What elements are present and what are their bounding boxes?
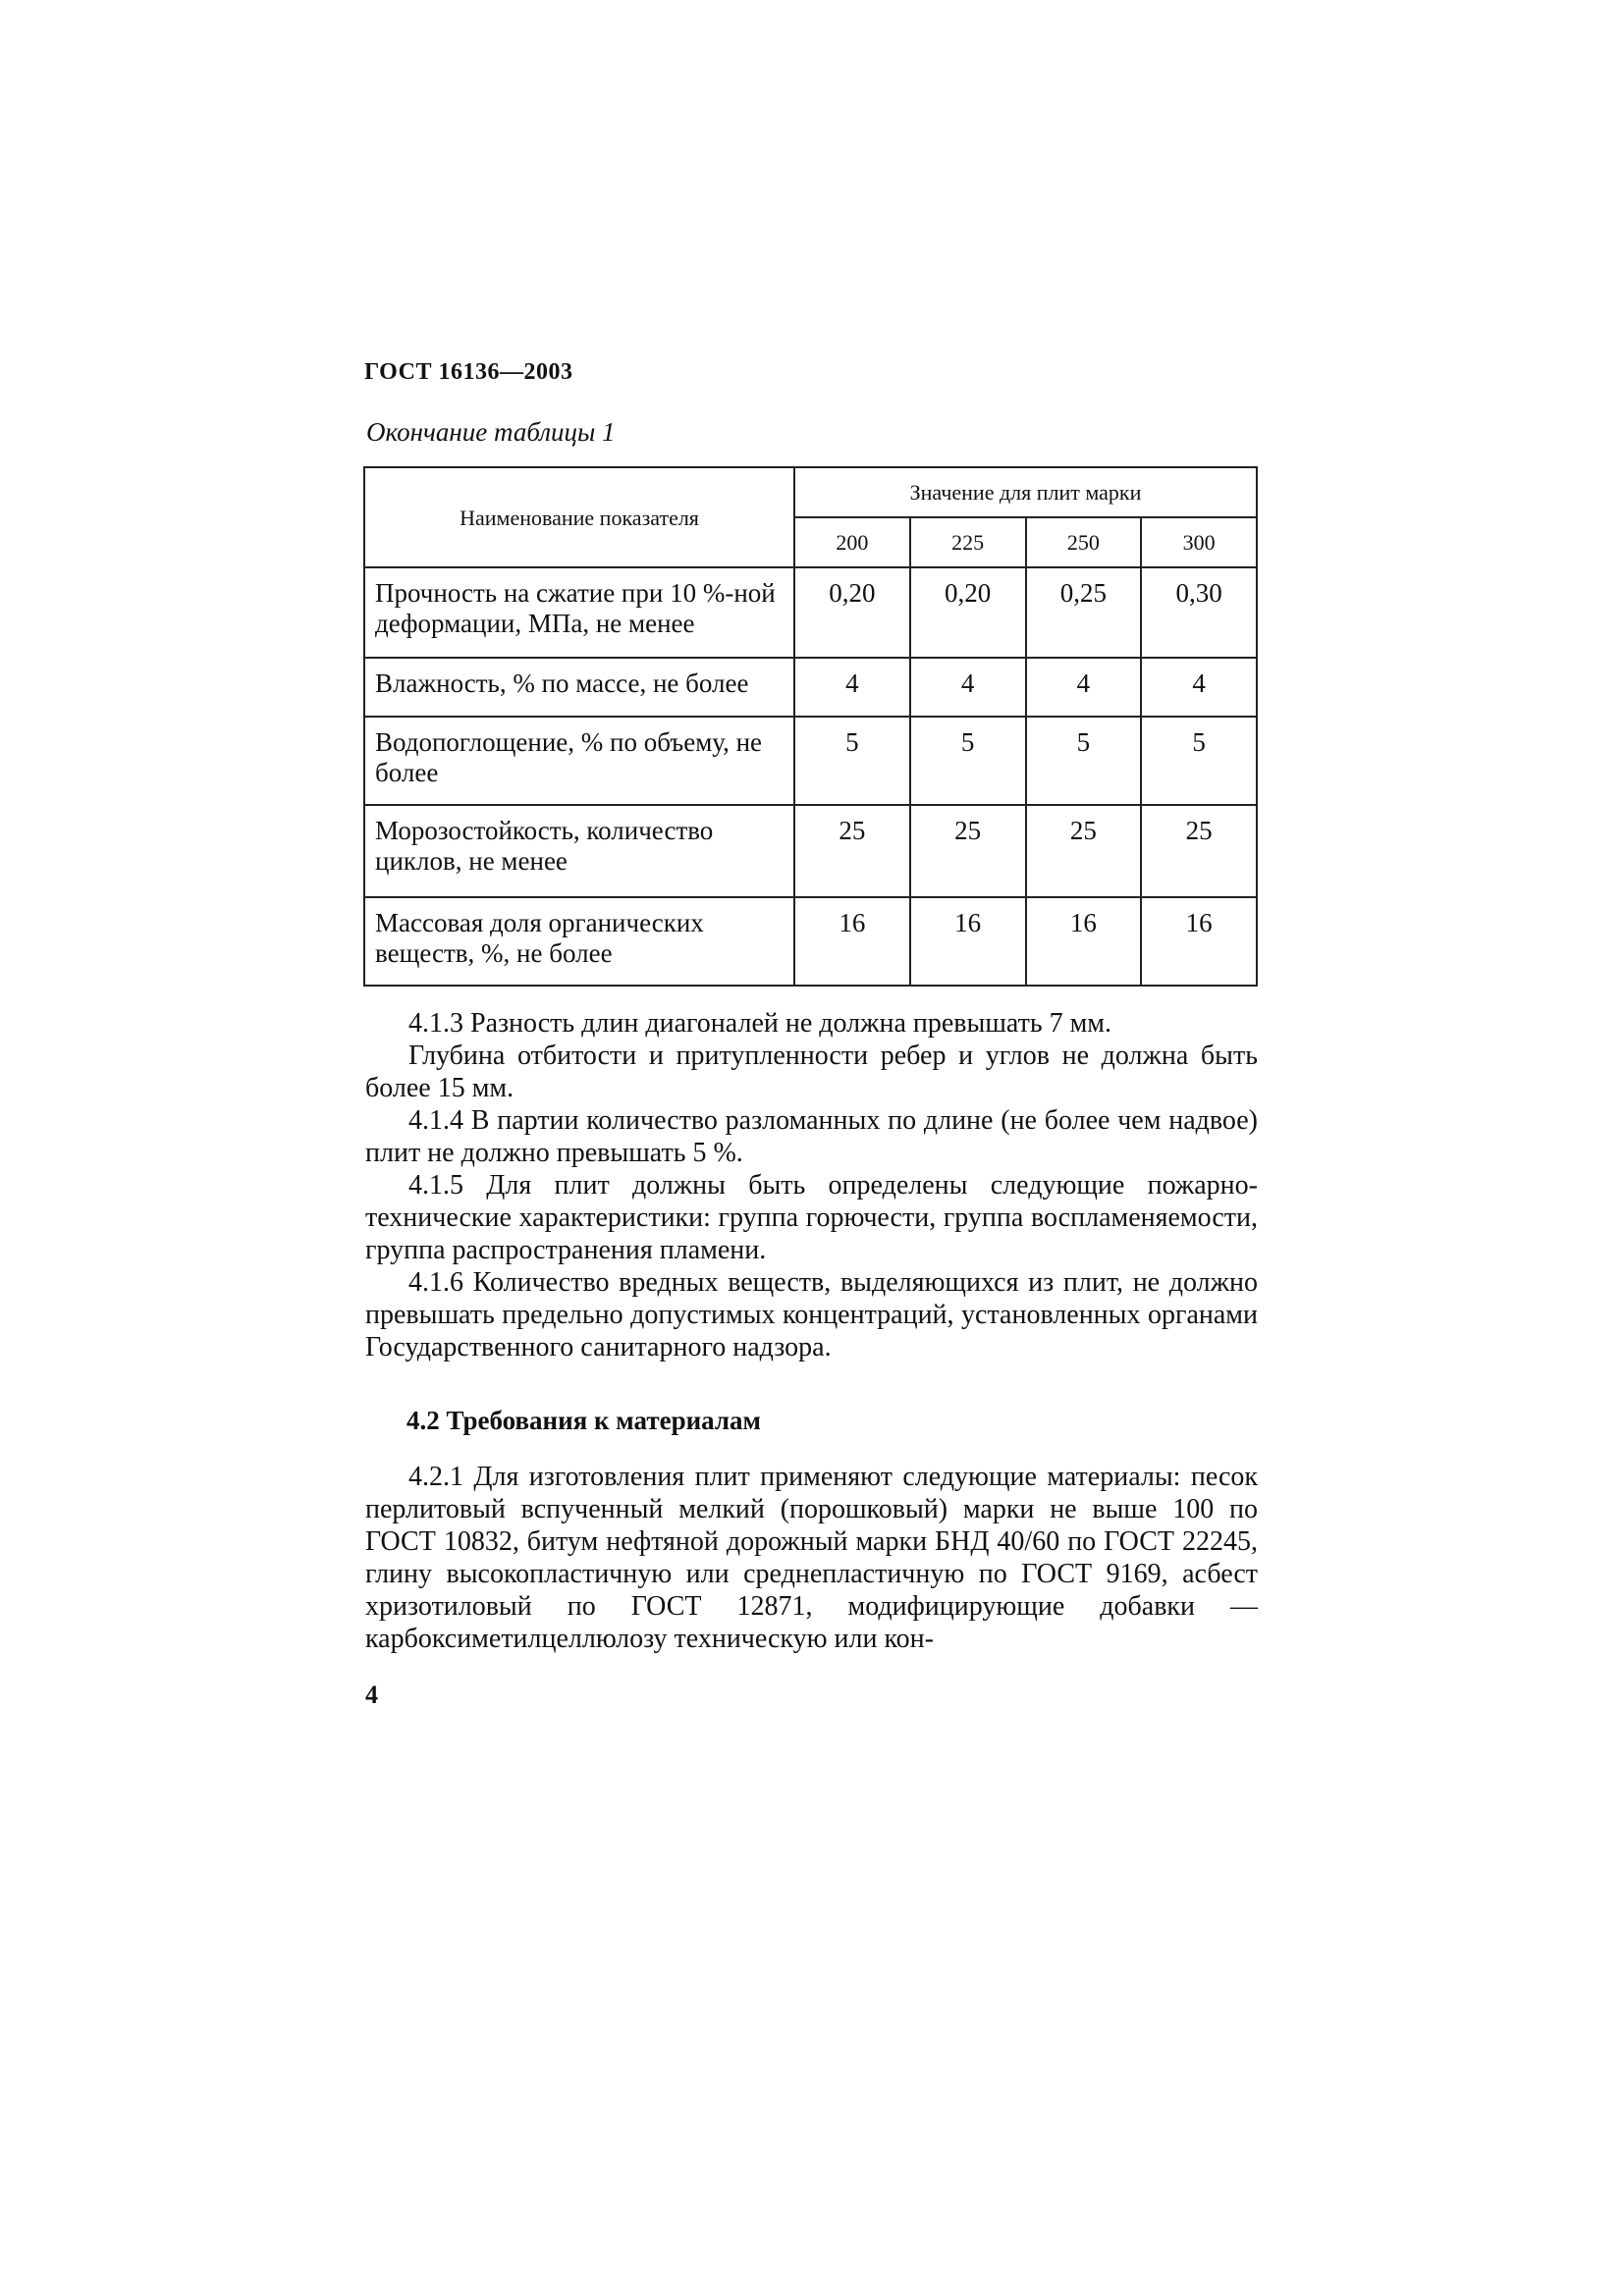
table-row — [364, 567, 1257, 658]
document-code: ГОСТ 16136—2003 — [364, 359, 573, 385]
row-value: 16 — [1026, 897, 1142, 986]
column-header-name: Наименование показателя — [364, 467, 794, 567]
grade-header: 300 — [1141, 517, 1257, 567]
row-name: Прочность на сжатие при 10 %-ной деформации, МПа, не менее — [364, 567, 794, 658]
table-row — [364, 805, 1257, 897]
paragraph-4-1-3: 4.1.3 Разность длин диагоналей не должна превышать 7 мм. — [408, 1008, 1112, 1039]
paragraph-4-1-5: 4.1.5 Для плит должны быть определены следующие пожарно-технические характеристики: группа горючести, группа воспламеняемости, группа распространения пламени. — [365, 1170, 1258, 1265]
row-value: 0,25 — [1026, 567, 1142, 658]
table-caption: Окончание таблицы 1 — [366, 417, 616, 447]
grade-header: 250 — [1026, 517, 1142, 567]
row-name: Влажность, % по массе, не более — [364, 658, 794, 717]
row-value: 4 — [1141, 658, 1257, 717]
row-value: 25 — [910, 805, 1026, 897]
column-group-header: Значение для плит марки — [794, 467, 1257, 517]
page-number: 4 — [365, 1681, 378, 1709]
row-value: 4 — [794, 658, 910, 717]
properties-table — [363, 466, 1258, 987]
row-value: 16 — [794, 897, 910, 986]
table-row — [364, 897, 1257, 986]
row-name: Водопоглощение, % по объему, не более — [364, 717, 794, 805]
row-value: 4 — [1026, 658, 1142, 717]
table-row — [364, 658, 1257, 717]
section-heading-4-2: 4.2 Требования к материалам — [406, 1406, 761, 1435]
grade-header: 200 — [794, 517, 910, 567]
row-value: 5 — [1026, 717, 1142, 805]
requirements-text-block — [365, 1007, 1258, 1363]
materials-text-block — [365, 1461, 1258, 1655]
grade-header: 225 — [910, 517, 1026, 567]
row-value: 25 — [794, 805, 910, 897]
row-value: 16 — [1141, 897, 1257, 986]
row-name: Массовая доля органических веществ, %, не более — [364, 897, 794, 986]
row-value: 0,20 — [794, 567, 910, 658]
table-header-row — [364, 467, 1257, 517]
row-value: 16 — [910, 897, 1026, 986]
row-name: Морозостойкость, количество циклов, не менее — [364, 805, 794, 897]
paragraph-4-1-4: 4.1.4 В партии количество разломанных по длине (не более чем надвое) плит не должно превышать 5 %. — [365, 1105, 1258, 1168]
row-value: 0,20 — [910, 567, 1026, 658]
table-row — [364, 717, 1257, 805]
row-value: 4 — [910, 658, 1026, 717]
paragraph-4-1-6: 4.1.6 Количество вредных веществ, выделяющихся из плит, не должно превышать предельно допустимых концентраций, установленных органами Государственного санитарного надзора. — [365, 1267, 1258, 1362]
row-value: 25 — [1026, 805, 1142, 897]
row-value: 5 — [910, 717, 1026, 805]
row-value: 25 — [1141, 805, 1257, 897]
paragraph-4-2-1: 4.2.1 Для изготовления плит применяют следующие материалы: песок перлитовый вспученный мелкий (порошковый) марки не выше 100 по ГОСТ 10832, битум нефтяной дорожный марки БНД 40/60 по ГОСТ 22245, глину высокопластичную или среднепластичную по ГОСТ 9169, асбест хризотиловый по ГОСТ 12871, модифицирующие добавки — карбоксиметилцеллюлозу техническую или кон- — [365, 1462, 1258, 1654]
paragraph-4-1-3-edges: Глубина отбитости и притупленности ребер и углов не должна быть более 15 мм. — [365, 1041, 1258, 1103]
row-value: 5 — [794, 717, 910, 805]
row-value: 0,30 — [1141, 567, 1257, 658]
row-value: 5 — [1141, 717, 1257, 805]
